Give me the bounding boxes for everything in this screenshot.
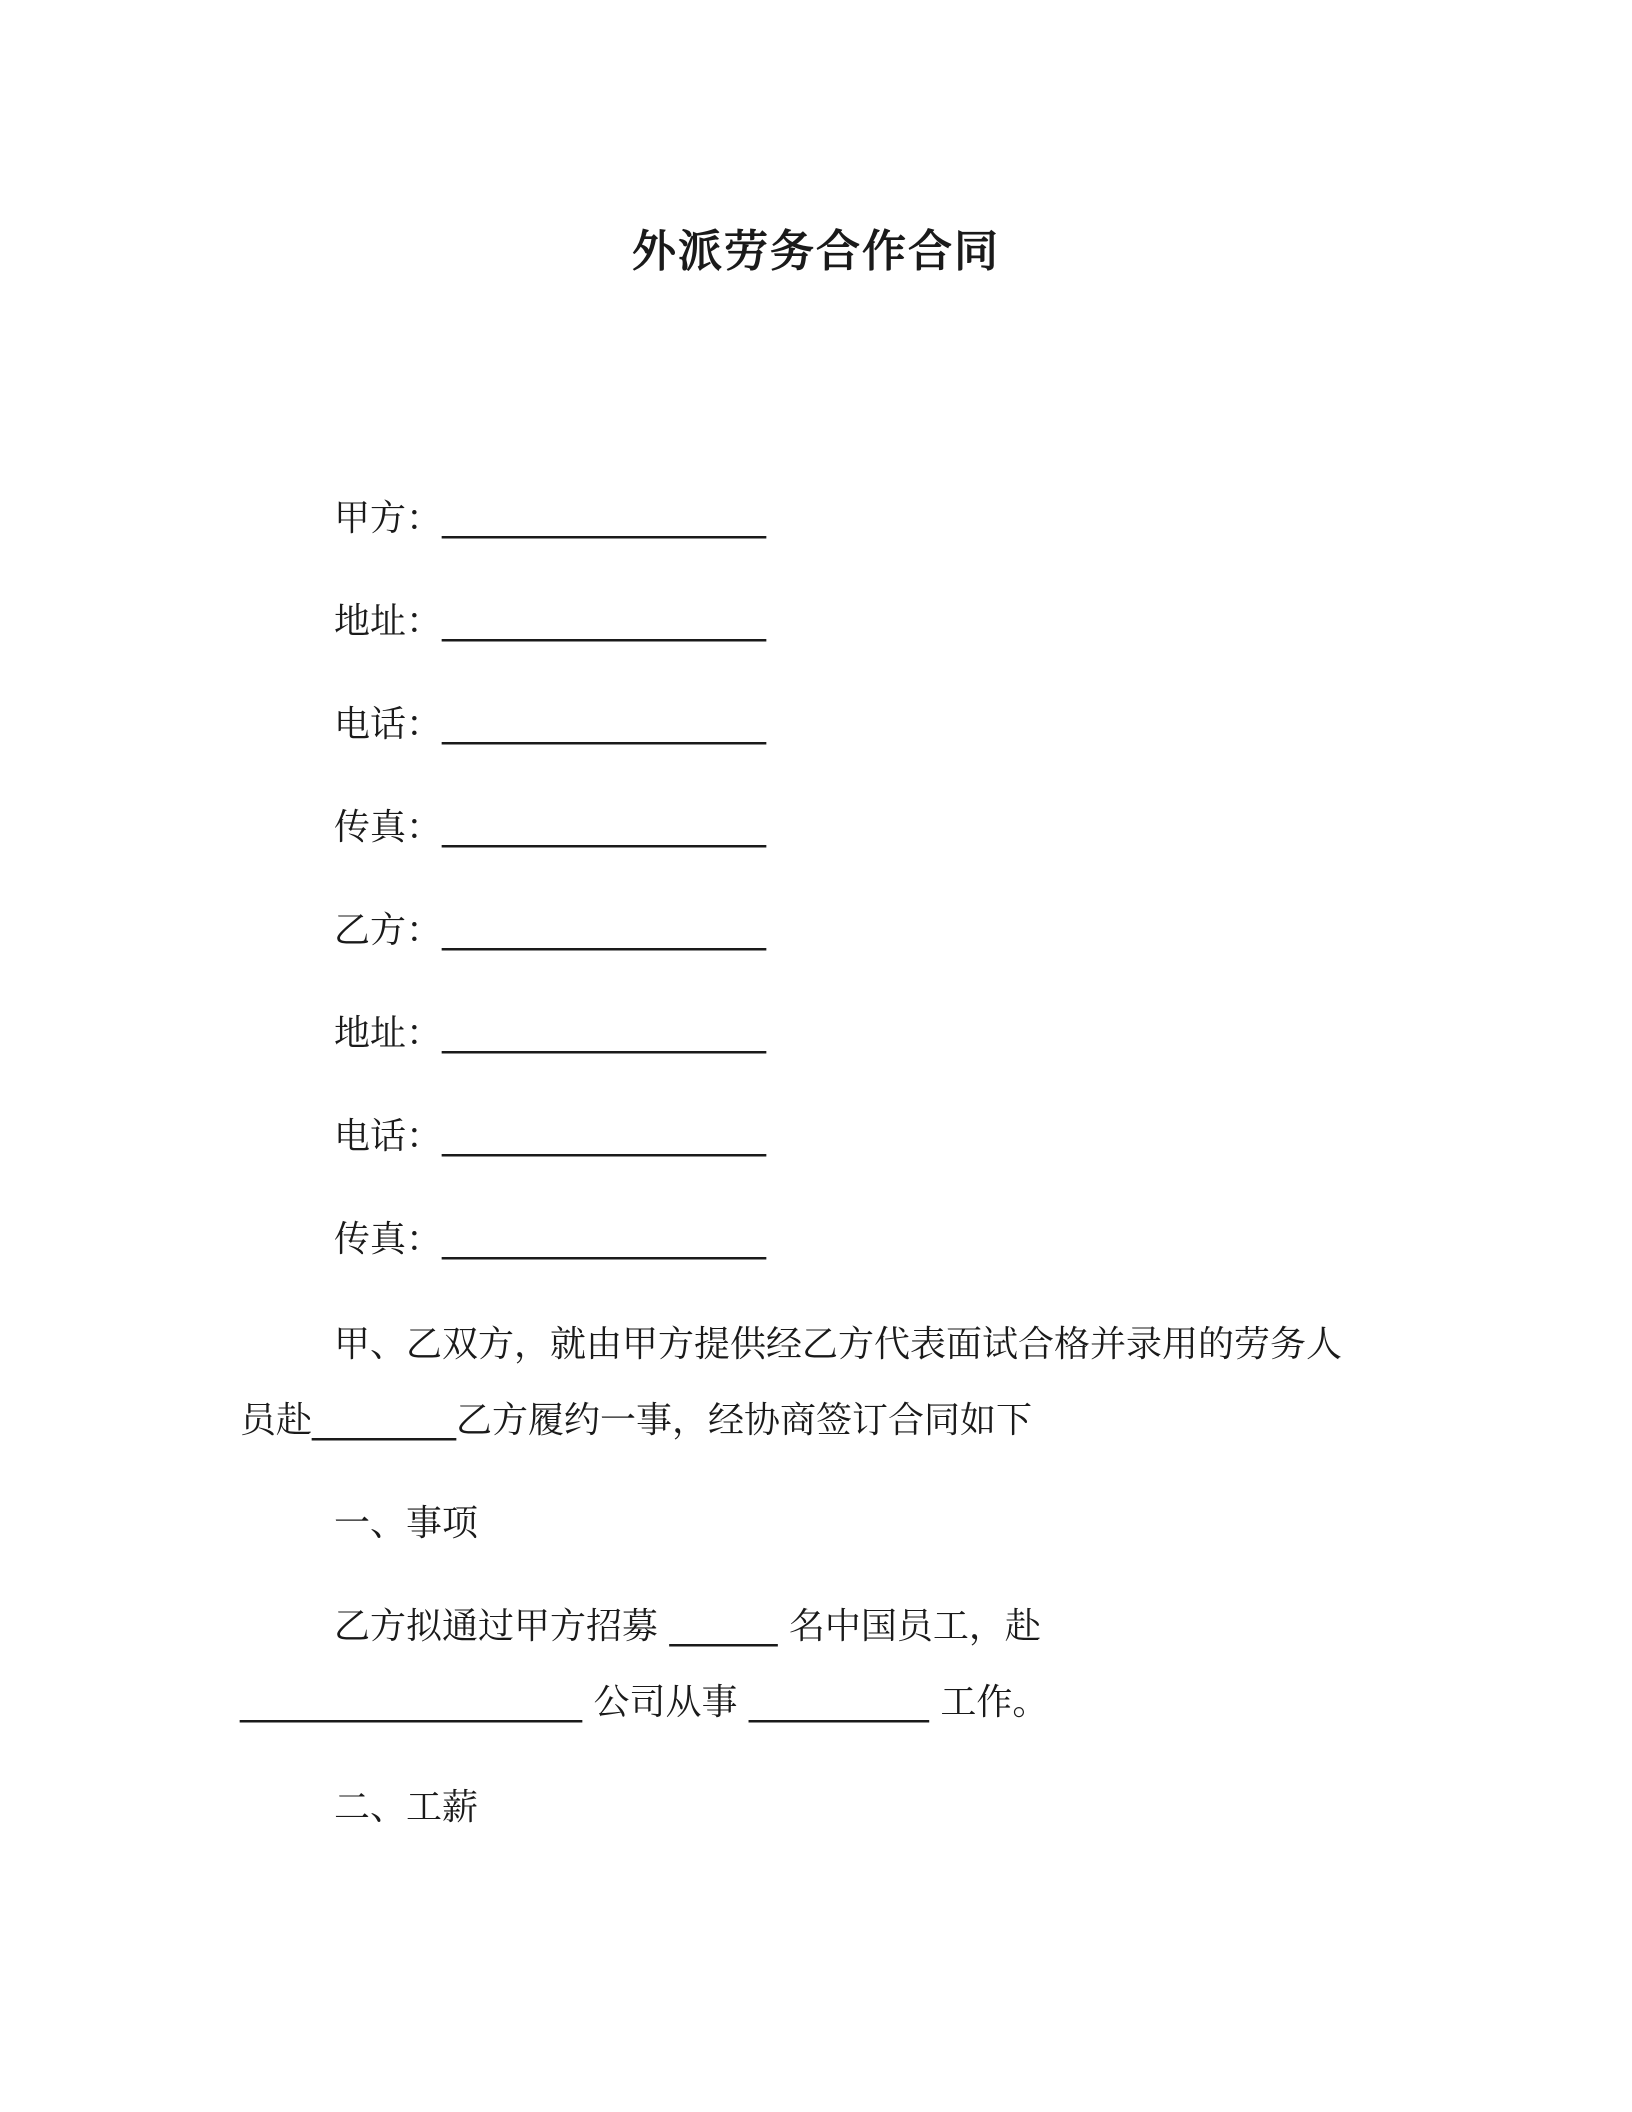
- party-a-address-field: [334, 597, 766, 647]
- field-blank: __________________: [442, 1116, 767, 1157]
- section-1-line-2: ___________________ 公司从事 __________ 工作。: [240, 1682, 1049, 1723]
- field-label: 传真：: [334, 1219, 443, 1260]
- field-label: 电话：: [334, 1116, 443, 1157]
- field-blank: __________________: [442, 601, 767, 642]
- party-b-fax-field: [334, 1215, 766, 1265]
- field-blank: __________________: [442, 704, 767, 745]
- field-blank: __________________: [442, 910, 767, 951]
- section-2-heading: 二、工薪: [334, 1787, 479, 1828]
- preamble-line-1: 甲、乙双方，就由甲方提供经乙方代表面试合格并录用的劳务人: [334, 1324, 1343, 1365]
- field-label: 地址：: [334, 1013, 443, 1054]
- party-b-phone-field: [334, 1112, 766, 1162]
- section-1-heading: 一、事项: [334, 1503, 479, 1544]
- party-a-name-field: [334, 494, 766, 544]
- field-label: 甲方：: [334, 498, 443, 539]
- section-1-line-1: 乙方拟通过甲方招募 ______ 名中国员工，赴: [334, 1606, 1041, 1647]
- field-label: 传真：: [334, 807, 443, 848]
- party-a-fax-field: [334, 803, 766, 853]
- field-label: 地址：: [334, 601, 443, 642]
- field-blank: __________________: [442, 498, 767, 539]
- field-label: 乙方：: [334, 910, 443, 951]
- party-b-name-field: [334, 906, 766, 956]
- field-blank: __________________: [442, 1013, 767, 1054]
- preamble-line-2: 员赴________乙方履约一事，经协商签订合同如下: [240, 1400, 1033, 1441]
- field-blank: __________________: [442, 1219, 767, 1260]
- party-b-address-field: [334, 1009, 766, 1059]
- document-title: 外派劳务合作合同: [632, 226, 1000, 277]
- field-blank: __________________: [442, 807, 767, 848]
- field-label: 电话：: [334, 704, 443, 745]
- party-a-phone-field: [334, 700, 766, 750]
